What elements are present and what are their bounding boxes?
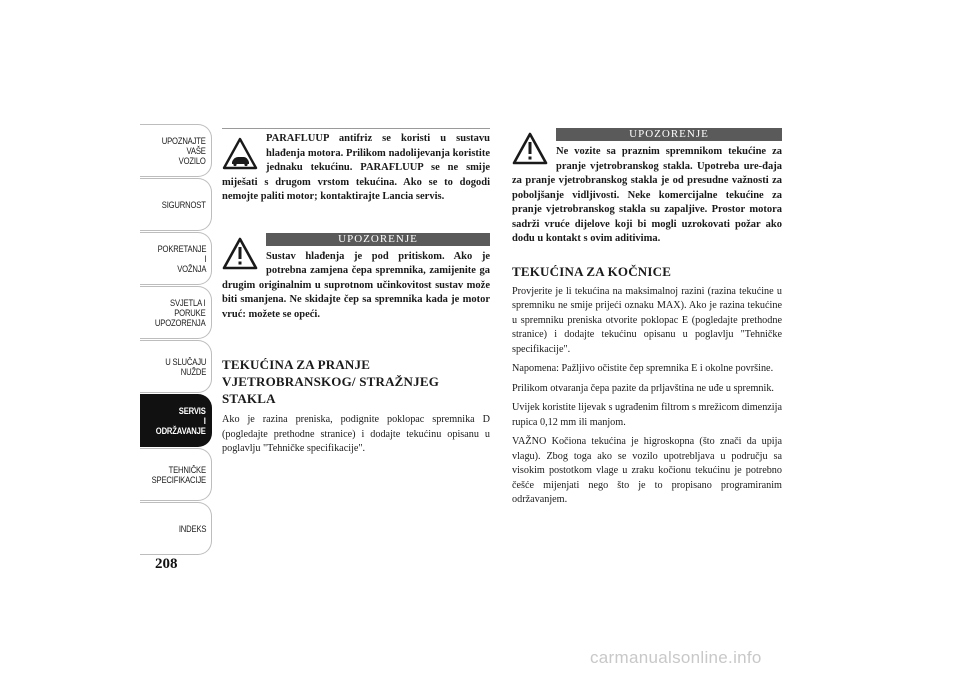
chapter-sidebar — [140, 124, 212, 556]
tab-label: UPOZNAJTE VAŠE VOZILO — [162, 135, 206, 166]
warning-text: Sustav hlađenja je pod pritiskom. Ako je potrebna zamjena čepa spremnika, zamijenite ga drugim originalnim u suprotnom učinkovitost sustav može biti smanjena. Ne skidajte čep sa spremnika kada je motor vruć: možete se opeći. — [222, 250, 490, 320]
warning-triangle-icon — [222, 236, 258, 272]
tab-label: INDEKS — [178, 523, 206, 534]
warning-box-cooling — [222, 233, 490, 323]
warning-box-washer — [512, 128, 782, 247]
caution-car-icon — [222, 136, 258, 172]
note-text: PARAFLUUP antifriz se koristi u sustavu hlađenja motora. Prilikom nadolijevanja koristite jednaku tekućinu. PARAFLUUP se ne smije miješati s drugom vrstom tekućina. Ako se to dogodi nemojte paliti motor; kontaktirajte Lancia servis. — [222, 133, 490, 202]
warning-text: Ne vozite sa praznim spremnikom tekućine za pranje vjetrobranskog stakla. Upotreba ure-đaja za pranje vjetrobranskog stakla je od presudne važnosti za poboljšanje vidljivosti. Neke komercijalne tekućine za pranje vjetrobranskog stakla su zapaljive. Prostor motora sadrži vruće dijelove koji bi mogli uzrokovati požar ako dođu u kontakt s ovim aditivima. — [512, 146, 782, 244]
paragraph: Prilikom otvaranja čepa pazite da prljavština ne uđe u spremnik. — [512, 382, 774, 394]
tab-label: SVJETLA I PORUKE UPOZORENJA — [155, 297, 206, 328]
tab-sigurnost[interactable] — [140, 178, 212, 231]
page-number: 208 — [155, 556, 178, 572]
tab-svjetla-i-poruke[interactable] — [140, 286, 212, 339]
tab-label: U SLUČAJU NUŽDE — [165, 356, 206, 377]
warning-title: UPOZORENJE — [556, 128, 782, 141]
warning-title: UPOZORENJE — [266, 233, 490, 246]
section-text: Ako je razina preniska, podignite poklopac spremnika D (pogledajte prethodne stranice) i dodajte tekućinu opisanu u poglavlju "Tehničke specifikacije". — [222, 414, 490, 454]
tab-label: POKRETANJE I VOŽNJA — [157, 243, 206, 274]
washer-fluid-section — [222, 356, 490, 457]
tab-indeks[interactable] — [140, 502, 212, 555]
tab-label: TEHNIČKE SPECIFIKACIJE — [151, 464, 206, 485]
tab-label: SIGURNOST — [162, 199, 206, 210]
section-title: TEKUĆINA ZA KOČNICE — [512, 263, 672, 279]
right-column — [512, 128, 782, 513]
tab-pokretanje-i-voznja[interactable] — [140, 232, 212, 285]
note-box — [222, 128, 490, 205]
paragraph: VAŽNO Kočiona tekućina je higroskopna (što znači da upija vlagu). Zbog toga ako se vozilo upotrebljava u području sa visokim postotkom vlage u zraku kočionu tekućinu je potrebno češće mijenjati nego što je to propisano programiranim održavanjem. — [512, 436, 782, 505]
tab-u-slucaju-nuzde[interactable] — [140, 340, 212, 393]
left-column — [222, 128, 490, 462]
watermark: carmanualsonline.info — [590, 648, 762, 667]
tab-upoznajte-vase-vozilo[interactable] — [140, 124, 212, 177]
tab-servis-i-odrzavanje[interactable] — [140, 394, 212, 447]
note-divider — [222, 128, 490, 129]
paragraph: Napomena: Pažljivo očistite čep spremnika E i okolne površine. — [512, 363, 774, 374]
paragraph: Uvijek koristite lijevak s ugrađenim filtrom s mrežicom dimenzija rupica 0,12 mm ili manjom. — [512, 402, 782, 428]
brake-fluid-section — [512, 263, 782, 508]
section-title: TEKUĆINA ZA PRANJE VJETROBRANSKOG/ STRAŽNJEG STAKLA — [222, 357, 440, 406]
tab-tehnicke-specifikacije[interactable] — [140, 448, 212, 501]
paragraph: Provjerite je li tekućina na maksimalnoj razini (razina tekućine u spremniku ne smije prijeći oznaku MAX). Ako je razina tekućine u spremniku preniska otvorite poklopac E (pogledajte prethodne stranice) i dodajte tekućinu opisanu u poglavlju "Tehničke specifikacije". — [512, 285, 782, 355]
warning-triangle-icon — [512, 131, 548, 167]
tab-label: SERVIS I ODRŽAVANJE — [156, 405, 206, 436]
